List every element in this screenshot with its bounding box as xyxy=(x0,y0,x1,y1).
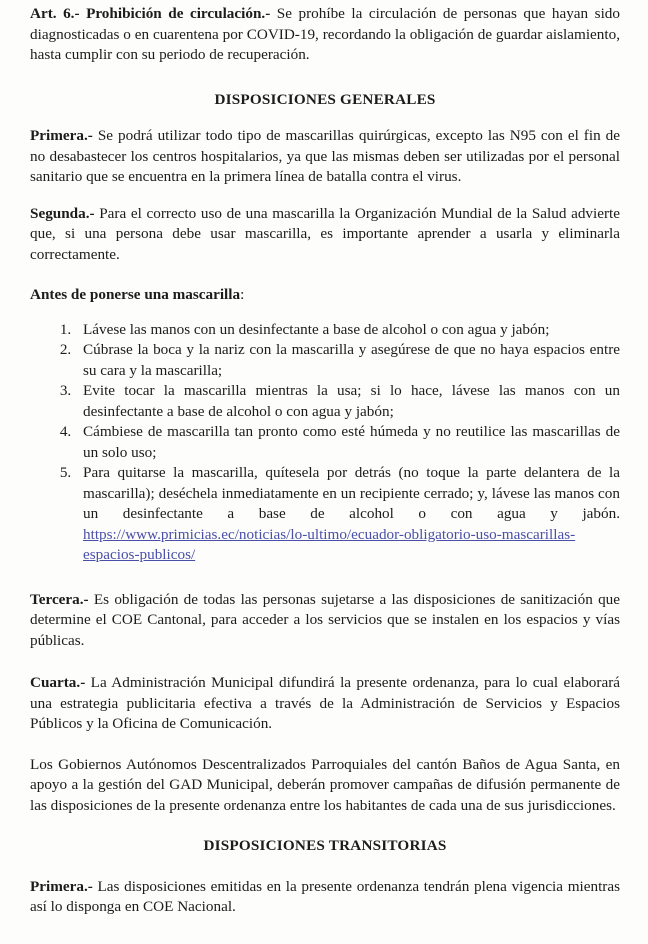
art6-text: Se prohíbe la circulación de personas que hayan sido diagnosticadas o en cuarentena por COVID-19, recordando la obligación de guardar aislamiento, hasta cumplir con su periodo de recuperación. xyxy=(30,5,620,63)
list-item: 4. Cámbiese de mascarilla tan pronto como esté húmeda y no reutilice las mascarillas de un solo uso; xyxy=(75,422,620,463)
list-item: 2. Cúbrase la boca y la nariz con la mascarilla y asegúrese de que no haya espacios entre su cara y la mascarilla; xyxy=(75,340,620,381)
tercera-label: Tercera.- xyxy=(30,590,89,608)
tercera-paragraph xyxy=(30,590,620,652)
list-item: 1. Lávese las manos con un desinfectante a base de alcohol o con agua y jabón; xyxy=(75,320,620,341)
segunda-paragraph xyxy=(30,204,620,266)
transitoria-primera-paragraph xyxy=(30,877,620,918)
antes-colon: : xyxy=(240,286,245,303)
art6-paragraph xyxy=(30,4,620,66)
cuarta-paragraph xyxy=(30,673,620,735)
list-item-text: Para quitarse la mascarilla, quítesela por detrás (no toque la parte delantera de la mascarilla); deséchela inmediatamente en un recipiente cerrado; y, lávese las manos con un desinfectante a base de alcohol o con agua y jabón. xyxy=(83,464,620,522)
tercera-text: Es obligación de todas las personas sujetarse a las disposiciones de sanitización que determine el COE Cantonal, para acceder a los servicios que se instalen en los espacios y vías públicas. xyxy=(30,590,620,649)
segunda-label: Segunda.- xyxy=(30,204,95,222)
antes-heading xyxy=(30,285,620,306)
mascarilla-steps-list xyxy=(30,320,620,566)
gobiernos-paragraph: Los Gobiernos Autónomos Descentralizados Parroquiales del cantón Baños de Agua Santa, en apoyo a la gestión del GAD Municipal, deberán promover campañas de difusión permanente de las disposiciones de la presente ordenanza entre los habitantes de cada una de sus jurisdicciones. xyxy=(30,755,620,814)
cuarta-text: La Administración Municipal difundirá la presente ordenanza, para lo cual elaborará una estrategia publicitaria efectiva a través de la Administración de Servicios y Espacios Públicos y la Oficina de Comunicación. xyxy=(30,674,620,732)
primera-label: Primera.- xyxy=(30,127,93,144)
primera-text: Se podrá utilizar todo tipo de mascarillas quirúrgicas, excepto las N95 con el fin de no desabastecer los centros hospitalarios, ya que las mismas deben ser utilizadas por el personal sanitario que se encuentra en la primera línea de batalla contra el virus. xyxy=(30,127,620,185)
list-item xyxy=(75,463,620,566)
source-link[interactable]: https://www.primicias.ec/noticias/lo-ultimo/ecuador-obligatorio-uso-mascarillas-espacios-publicos/ xyxy=(83,525,576,563)
art6-title: Art. 6.- Prohibición de circulación.- xyxy=(30,5,271,22)
heading-disposiciones-generales: DISPOSICIONES GENERALES xyxy=(214,90,436,108)
segunda-text: Para el correcto uso de una mascarilla la Organización Mundial de la Salud advierte que, si una persona debe usar mascarilla, es importante aprender a usarla y eliminarla correctamente. xyxy=(30,204,620,263)
transitoria-primera-label: Primera.- xyxy=(30,877,93,895)
document-page xyxy=(30,4,620,918)
transitoria-primera-text: Las disposiciones emitidas en la presente ordenanza tendrán plena vigencia mientras así lo disponga en COE Nacional. xyxy=(30,877,620,915)
primera-paragraph xyxy=(30,126,620,188)
heading-disposiciones-transitorias: DISPOSICIONES TRANSITORIAS xyxy=(203,837,447,854)
antes-label: Antes de ponerse una mascarilla xyxy=(30,286,241,303)
cuarta-label: Cuarta.- xyxy=(30,674,86,691)
list-item: 3. Evite tocar la mascarilla mientras la usa; si lo hace, lávese las manos con un desinfectante a base de alcohol o con agua y jabón; xyxy=(75,381,620,422)
